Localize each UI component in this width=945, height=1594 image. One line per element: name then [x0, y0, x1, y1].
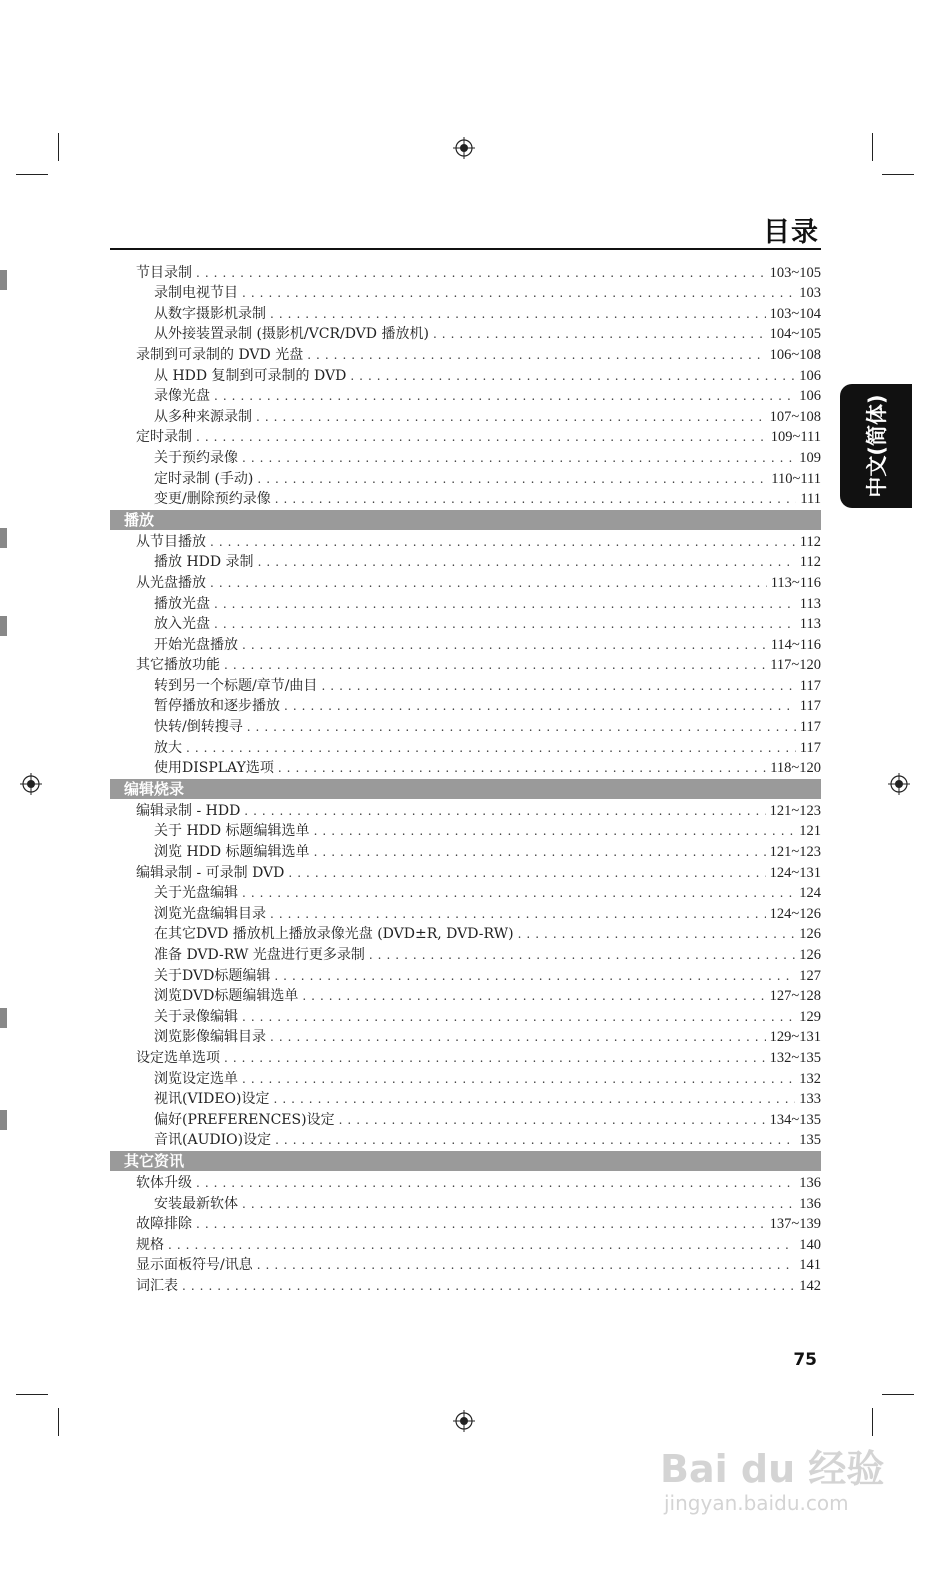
toc-entry-page: 126 [799, 947, 821, 963]
toc-entry-page: 103~105 [769, 264, 821, 281]
toc-entry-page: 141 [799, 1257, 821, 1274]
toc-leader-dots [247, 717, 796, 737]
toc-entry-page: 137~139 [769, 1216, 821, 1233]
toc-leader-dots [369, 945, 795, 965]
toc-entry-page: 127~128 [769, 988, 821, 1005]
toc-entry[interactable] [110, 593, 821, 614]
toc-entry-page: 107~108 [769, 408, 821, 425]
toc-leader-dots [214, 386, 795, 406]
crop-mark [58, 133, 59, 161]
toc-leader-dots [214, 594, 796, 614]
toc-leader-dots [182, 1276, 795, 1296]
edge-mark [0, 1008, 7, 1028]
toc-entry[interactable] [110, 614, 821, 635]
toc-leader-dots [196, 1214, 766, 1234]
toc-entry-label: 浏览影像编辑目录 [154, 1029, 266, 1046]
toc-leader-dots [168, 1235, 795, 1255]
toc-leader-dots [314, 842, 766, 862]
toc-entry-page: 124 [799, 885, 821, 902]
toc-entry-label: 变更/删除预约录像 [154, 491, 271, 508]
toc-entry-label: 开始光盘播放 [154, 636, 238, 653]
toc-leader-dots [321, 676, 795, 696]
registration-mark-icon [453, 1410, 475, 1432]
toc-leader-dots [186, 738, 796, 758]
toc-entry-page: 113~116 [770, 574, 821, 591]
watermark-url: jingyan.baidu.com [664, 1491, 849, 1515]
crop-mark [872, 1408, 873, 1436]
toc-entry-page: 112 [799, 533, 821, 550]
toc-entry-label: 放入光盘 [154, 616, 210, 633]
toc-entry[interactable] [110, 1089, 821, 1110]
toc-entry-label: 录像光盘 [154, 388, 210, 405]
language-tab-label: 中文(简体) [865, 394, 889, 498]
toc-entry-page: 132 [799, 1070, 821, 1087]
toc-leader-dots [270, 304, 766, 324]
toc-entry-page: 118~120 [770, 760, 821, 777]
language-tab [840, 384, 912, 508]
toc-entry[interactable] [110, 800, 821, 821]
toc-entry[interactable] [110, 365, 821, 386]
toc-leader-dots [256, 407, 766, 427]
toc-entry[interactable] [110, 903, 821, 924]
toc-entry-label: 其它播放功能 [136, 657, 220, 674]
toc-entry-label: 转到另一个标题/章节/曲目 [154, 677, 318, 694]
toc-entry-label: 显示面板符号/讯息 [136, 1257, 253, 1274]
toc-entry-label: 软体升级 [136, 1174, 192, 1191]
toc-leader-dots [210, 532, 796, 552]
toc-entry-page: 126 [799, 926, 821, 943]
toc-entry[interactable] [110, 427, 821, 448]
toc-entry-page: 142 [799, 1277, 821, 1294]
crop-mark [882, 1394, 914, 1395]
toc-entry-label: 浏览设定选单 [154, 1070, 238, 1087]
toc-leader-dots [314, 821, 796, 841]
toc-entry-label: 从 HDD 复制到可录制的 DVD [154, 367, 347, 384]
toc-entry-label: 播放 HDD 录制 [154, 554, 254, 571]
toc-entry-page: 129 [799, 1008, 821, 1025]
toc-entry[interactable] [110, 696, 821, 717]
toc-entry[interactable] [110, 883, 821, 904]
toc-entry-label: 准备 DVD-RW 光盘进行更多录制 [154, 947, 365, 963]
toc-entry[interactable] [110, 468, 821, 489]
toc-leader-dots [284, 696, 796, 716]
toc-entry-page: 132~135 [769, 1049, 821, 1066]
toc-leader-dots [433, 324, 766, 344]
toc-entry-label: 从光盘播放 [136, 574, 206, 591]
toc-entry[interactable] [110, 386, 821, 407]
toc-leader-dots [274, 1089, 796, 1109]
toc-entry-label: 编辑录制 - 可录制 DVD [136, 864, 285, 881]
toc-entry-label: 偏好(PREFERENCES)设定 [154, 1111, 335, 1128]
toc-entry[interactable] [110, 821, 821, 842]
toc-entry[interactable] [110, 1275, 821, 1296]
toc-entry[interactable] [110, 1193, 821, 1214]
toc-section-header: 播放 [110, 510, 821, 530]
toc-entry[interactable] [110, 862, 821, 883]
toc-entry[interactable] [110, 716, 821, 737]
crop-mark [882, 174, 914, 175]
toc-entry-page: 117 [799, 719, 821, 736]
toc-leader-dots [350, 366, 795, 386]
toc-entry-page: 117 [799, 698, 821, 715]
toc-entry-page: 136 [799, 1195, 821, 1212]
toc-entry[interactable] [110, 737, 821, 758]
toc-entry-page: 111 [800, 491, 821, 508]
toc-entry-page: 113 [799, 616, 821, 633]
crop-mark [16, 174, 48, 175]
watermark-logo: Bai du 经验 [660, 1447, 885, 1491]
toc-entry[interactable] [110, 303, 821, 324]
toc-entry[interactable] [110, 634, 821, 655]
toc-entry[interactable] [110, 1172, 821, 1193]
toc-leader-dots [242, 283, 795, 303]
toc-entry-page: 103~104 [769, 305, 821, 322]
toc-entry[interactable] [110, 841, 821, 862]
toc-entry[interactable] [110, 1214, 821, 1235]
title-rule [110, 248, 821, 250]
toc-entry-label: 关于预约录像 [154, 449, 238, 466]
toc-entry[interactable] [110, 1047, 821, 1068]
toc-entry[interactable] [110, 655, 821, 676]
toc-entry-label: 放大 [154, 739, 182, 756]
toc-entry-page: 109 [799, 449, 821, 466]
toc-entry-label: 从数字摄影机录制 [154, 305, 266, 322]
toc-entry-label: 浏览DVD标题编辑选单 [154, 988, 299, 1005]
toc-entry-page: 124~131 [769, 864, 821, 881]
toc-entry[interactable] [110, 986, 821, 1007]
toc-entry-label: 故障排除 [136, 1216, 192, 1233]
toc-entry-page: 136 [799, 1174, 821, 1191]
watermark [660, 1438, 884, 1515]
toc-entry-page: 140 [799, 1236, 821, 1253]
edge-mark [0, 1110, 7, 1130]
toc-leader-dots [275, 1130, 795, 1150]
toc-leader-dots [518, 924, 796, 944]
edge-mark [0, 616, 7, 636]
toc-leader-dots [214, 614, 796, 634]
toc-entry-page: 124~126 [769, 905, 821, 922]
toc-entry-label: 视讯(VIDEO)设定 [154, 1091, 270, 1108]
toc-entry[interactable] [110, 1027, 821, 1048]
toc-entry-label: 浏览 HDD 标题编辑选单 [154, 844, 310, 861]
toc-entry-label: 关于DVD标题编辑 [154, 967, 271, 984]
toc-leader-dots [339, 1110, 766, 1130]
toc-entry[interactable] [110, 924, 821, 945]
toc-entry-label: 录制到可录制的 DVD 光盘 [136, 346, 304, 363]
toc-entry-label: 从节目播放 [136, 533, 206, 550]
toc-entry-page: 134~135 [769, 1111, 821, 1128]
toc-entry-label: 录制电视节目 [154, 285, 238, 302]
toc-leader-dots [275, 489, 797, 509]
crop-mark [58, 1408, 59, 1436]
toc-entry-page: 106 [799, 367, 821, 384]
toc-leader-dots [242, 1007, 795, 1027]
toc-entry[interactable] [110, 944, 821, 965]
toc-leader-dots [242, 883, 795, 903]
toc-entry-label: 词汇表 [136, 1277, 178, 1294]
toc-entry-label: 从外接装置录制 (摄影机/VCR/DVD 播放机) [154, 326, 429, 343]
toc-entry[interactable] [110, 1234, 821, 1255]
toc-entry-page: 133 [799, 1091, 821, 1108]
toc-entry[interactable] [110, 324, 821, 345]
toc-leader-dots [224, 655, 766, 675]
toc-leader-dots [258, 552, 796, 572]
toc-entry-page: 121~123 [769, 802, 821, 819]
toc-entry[interactable] [110, 531, 821, 552]
toc-entry-page: 121~123 [769, 844, 821, 861]
crop-mark [16, 1394, 48, 1395]
toc-entry[interactable] [110, 965, 821, 986]
toc-leader-dots [196, 427, 767, 447]
toc-leader-dots [302, 986, 765, 1006]
toc-entry[interactable] [110, 447, 821, 468]
toc-entry-page: 114~116 [770, 636, 821, 653]
toc-entry-page: 129~131 [769, 1029, 821, 1046]
toc-entry[interactable] [110, 675, 821, 696]
toc-leader-dots [242, 1069, 795, 1089]
toc-entry-page: 110~111 [771, 470, 821, 487]
toc-entry[interactable] [110, 1006, 821, 1027]
toc-entry-page: 106 [799, 388, 821, 405]
toc-entry-page: 109~111 [770, 429, 821, 446]
edge-mark [0, 270, 7, 290]
toc-entry-label: 播放光盘 [154, 595, 210, 612]
toc-leader-dots [270, 1027, 766, 1047]
toc-leader-dots [224, 1048, 766, 1068]
toc-entry-page: 117 [799, 739, 821, 756]
toc-section-header: 编辑烧录 [110, 779, 821, 799]
toc-leader-dots [242, 635, 767, 655]
edge-mark [0, 528, 7, 548]
toc-leader-dots [196, 1173, 795, 1193]
toc-entry-label: 定时录制 (手动) [154, 470, 254, 487]
registration-mark-icon [453, 137, 475, 159]
toc-leader-dots [257, 1255, 796, 1275]
toc-leader-dots [288, 863, 765, 883]
toc-entry-page: 104~105 [769, 326, 821, 343]
crop-mark [872, 133, 873, 161]
toc-entry-label: 使用DISPLAY选项 [154, 760, 274, 777]
toc-entry-page: 117~120 [770, 657, 821, 674]
toc-entry-label: 关于 HDD 标题编辑选单 [154, 823, 310, 840]
toc-entry-label: 规格 [136, 1236, 164, 1253]
toc-entry-page: 103 [799, 285, 821, 302]
toc-entry[interactable] [110, 1130, 821, 1151]
toc-leader-dots [210, 573, 767, 593]
toc-entry[interactable] [110, 262, 821, 283]
toc-entry-label: 音讯(AUDIO)设定 [154, 1132, 272, 1149]
registration-mark-icon [888, 773, 910, 795]
toc-leader-dots [270, 904, 766, 924]
toc-leader-dots [274, 966, 795, 986]
toc-entry[interactable] [110, 406, 821, 427]
table-of-contents [110, 262, 821, 1296]
toc-entry[interactable] [110, 1255, 821, 1276]
toc-entry[interactable] [110, 552, 821, 573]
toc-section-header: 其它资讯 [110, 1151, 821, 1171]
toc-entry-page: 121 [799, 823, 821, 840]
toc-leader-dots [244, 801, 765, 821]
toc-entry-label: 定时录制 [136, 429, 192, 446]
toc-entry[interactable] [110, 758, 821, 779]
toc-entry-page: 117 [799, 677, 821, 694]
toc-entry[interactable] [110, 572, 821, 593]
toc-leader-dots [242, 448, 795, 468]
toc-leader-dots [307, 345, 765, 365]
toc-entry-label: 关于录像编辑 [154, 1008, 238, 1025]
toc-entry-page: 106~108 [769, 346, 821, 363]
toc-entry-page: 113 [799, 595, 821, 612]
toc-entry-page: 112 [799, 554, 821, 571]
toc-leader-dots [242, 1194, 795, 1214]
toc-entry-label: 节目录制 [136, 264, 192, 281]
registration-mark-icon [20, 773, 42, 795]
toc-entry-label: 浏览光盘编辑目录 [154, 905, 266, 922]
toc-entry-page: 127 [799, 967, 821, 984]
toc-entry-label: 关于光盘编辑 [154, 885, 238, 902]
page-number: 75 [793, 1350, 817, 1370]
toc-entry-label: 快转/倒转搜寻 [154, 719, 243, 736]
toc-leader-dots [278, 758, 766, 778]
toc-entry-label: 安装最新软体 [154, 1195, 238, 1212]
toc-entry-label: 从多种来源录制 [154, 408, 252, 425]
toc-entry[interactable] [110, 489, 821, 510]
toc-entry-label: 设定选单选项 [136, 1049, 220, 1066]
toc-entry[interactable] [110, 283, 821, 304]
toc-entry-page: 135 [799, 1132, 821, 1149]
toc-leader-dots [196, 263, 766, 283]
toc-entry-label: 在其它DVD 播放机上播放录像光盘 (DVD±R, DVD-RW) [154, 926, 514, 943]
toc-entry-label: 编辑录制 - HDD [136, 802, 241, 819]
toc-entry[interactable] [110, 1109, 821, 1130]
page-title: 目录 [763, 217, 819, 248]
toc-entry-label: 暂停播放和逐步播放 [154, 698, 280, 715]
toc-entry[interactable] [110, 1068, 821, 1089]
toc-leader-dots [257, 469, 767, 489]
toc-entry[interactable] [110, 344, 821, 365]
